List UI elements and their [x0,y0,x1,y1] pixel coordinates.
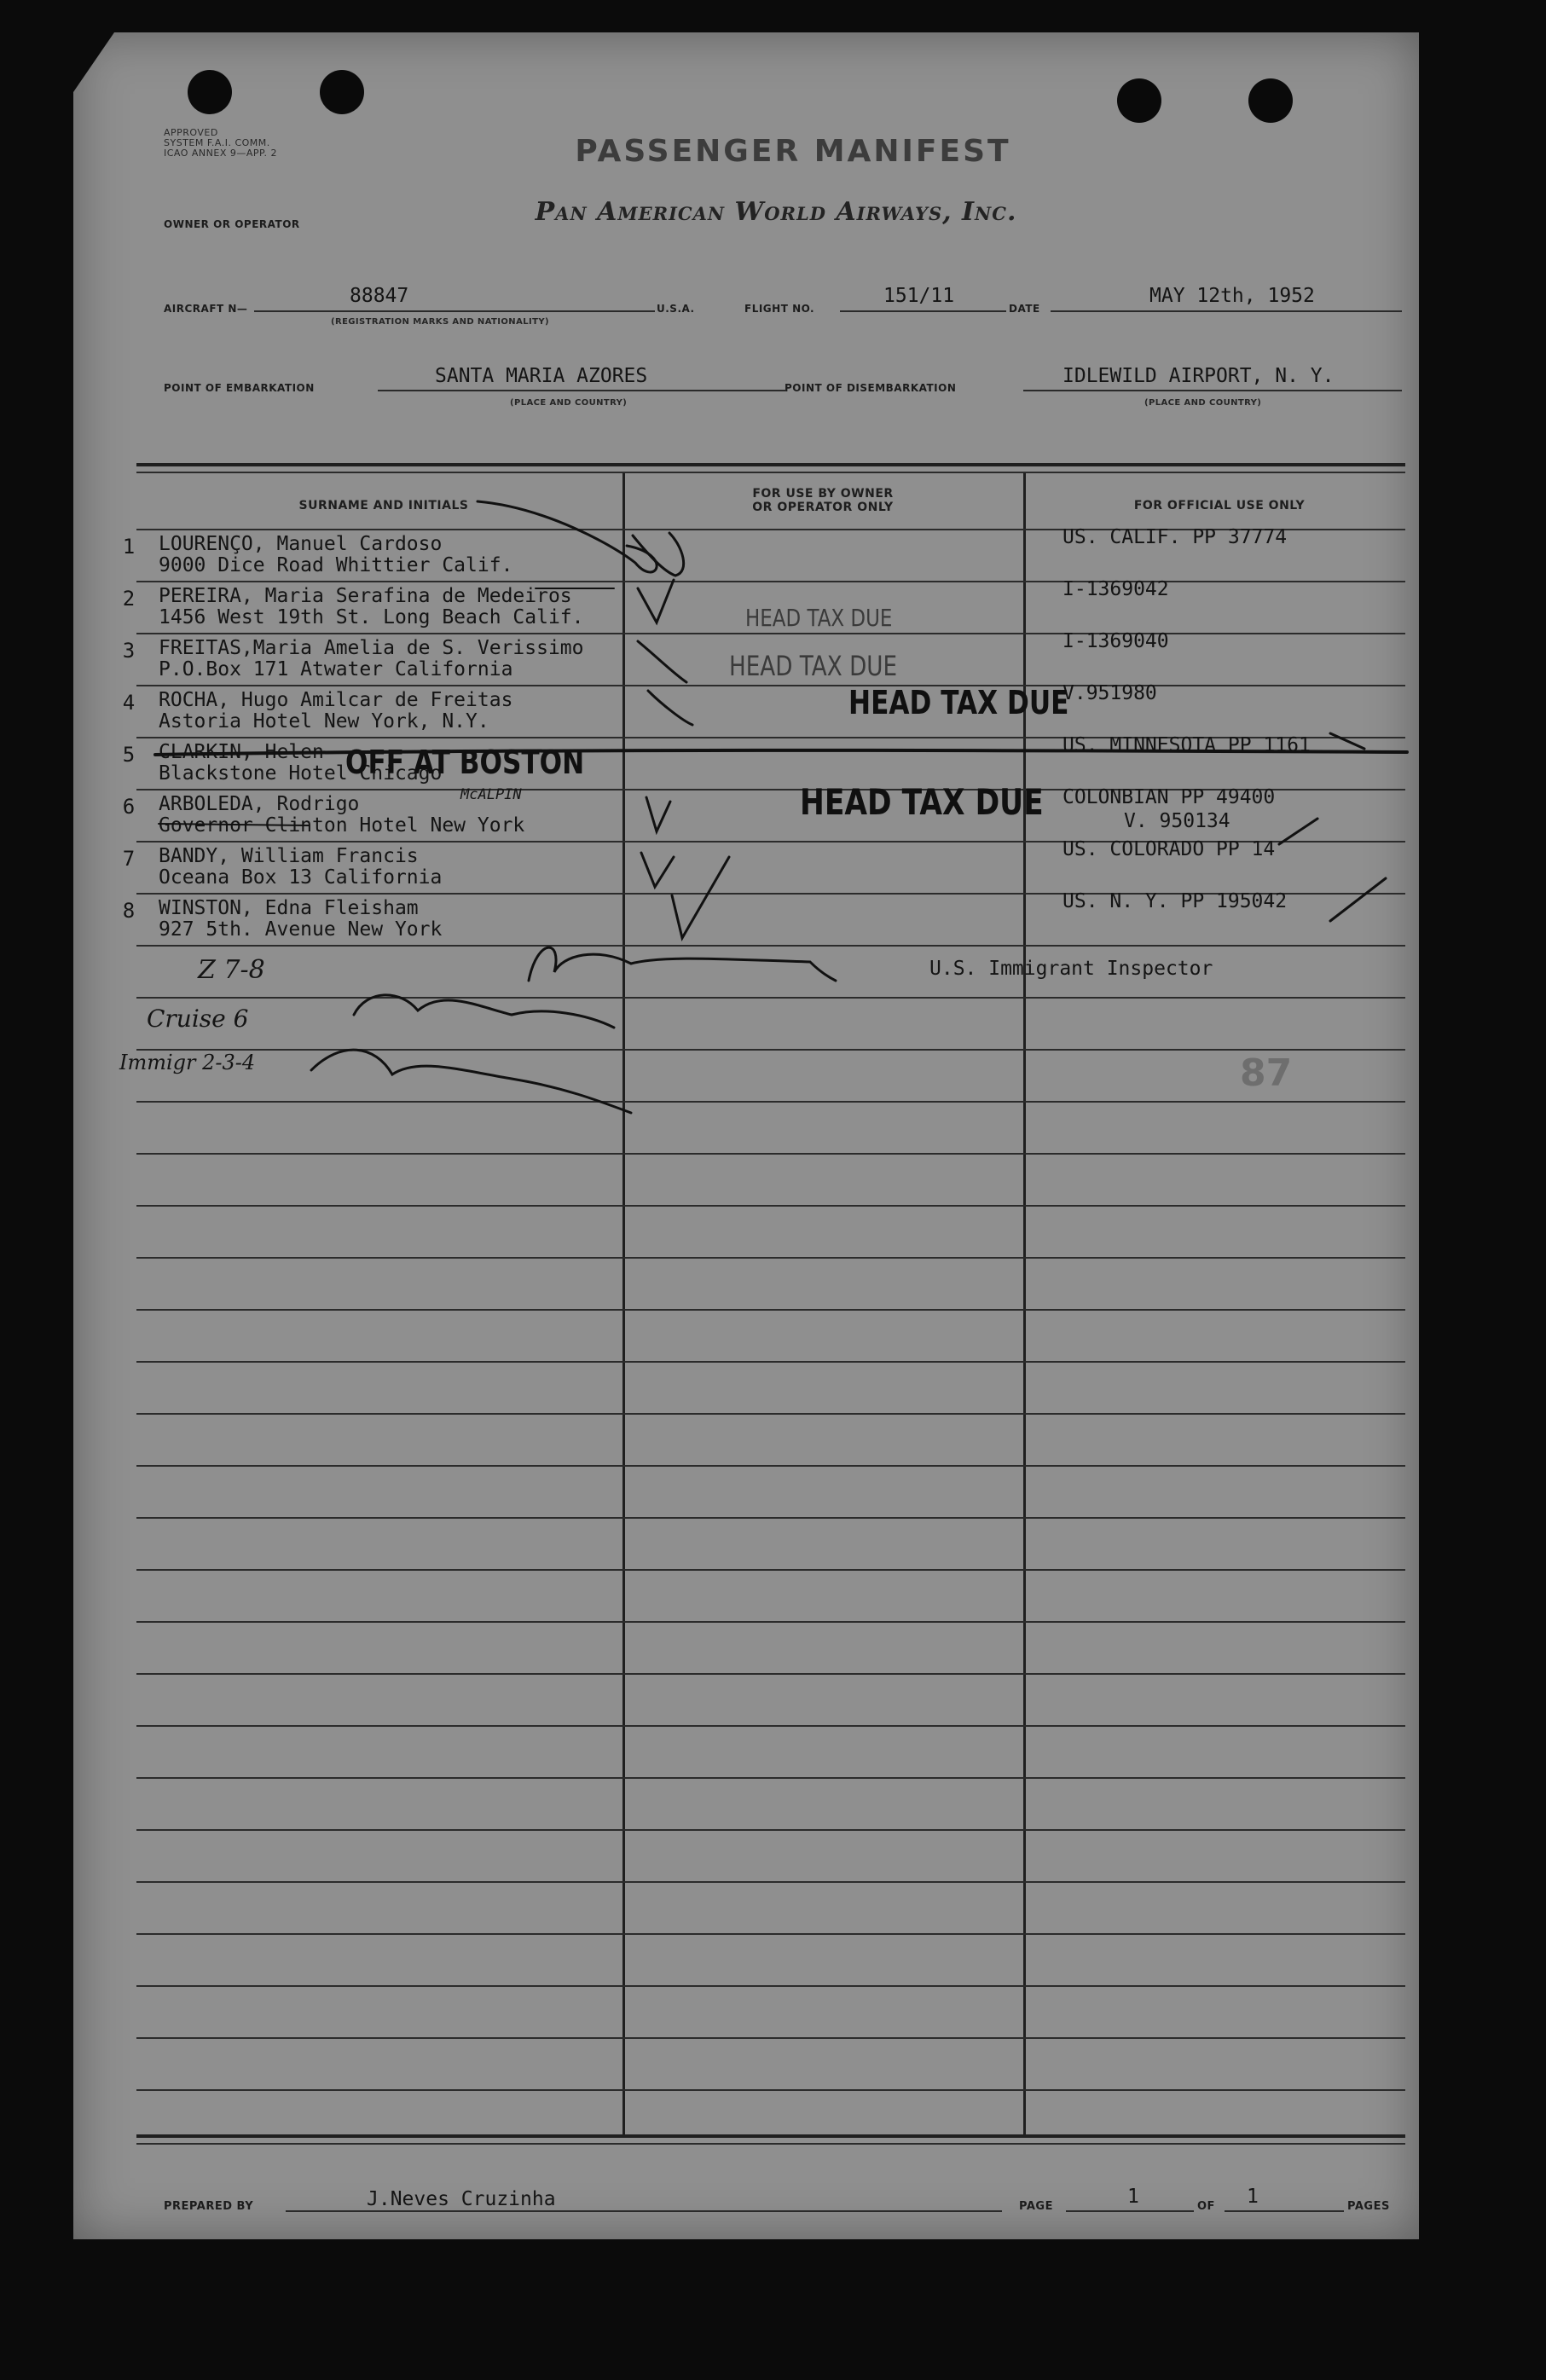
check-mark-8 [672,857,729,938]
row-number: 1 [122,535,136,559]
passenger-name: LOURENÇO, Manuel Cardoso [159,533,443,555]
head-tax-stamp-2: HEAD TAX DUE [729,650,898,682]
passenger-address: 9000 Dice Road Whittier Calif. [159,554,513,576]
page-title: PASSENGER MANIFEST [575,134,1011,169]
pages-value: 1 [1247,2186,1259,2208]
signature-flourish-header [478,501,657,572]
official-entry: US. MINNESOTA PP 1161 [1063,734,1311,756]
disembarkation-label: POINT OF DISEMBARKATION [785,382,957,394]
official-entry: US. N. Y. PP 195042 [1063,890,1288,912]
flight-label: FLIGHT NO. [744,303,815,315]
of-underline [1225,2210,1344,2212]
aircraft-value: 88847 [350,285,409,307]
owner-use-header: FOR USE BY OWNER OR OPERATOR ONLY [752,487,894,514]
passenger-name: BANDY, William Francis [159,845,419,867]
place-note-embark: (PLACE AND COUNTRY) [510,398,628,408]
row-number: 4 [122,691,136,715]
passenger-address: Governor Clinton Hotel New York [159,814,525,837]
official-entry: US. COLORADO PP 14 [1063,838,1276,860]
passenger-address: Oceana Box 13 California [159,866,443,889]
handwritten-tally-1: Z 7-8 [198,955,265,985]
page-label: PAGE [1019,2200,1053,2213]
page-number-stamp: 87 [1240,1051,1293,1095]
date-label: DATE [1009,303,1040,315]
official-entry: I-1369040 [1063,630,1169,652]
strike-row-8-official [1330,878,1386,921]
passenger-address: Blackstone Hotel Chicago [159,762,443,785]
disembarkation-value: IDLEWILD AIRPORT, N. Y. [1063,365,1335,387]
surname-header: SURNAME AND INITIALS [298,499,469,512]
approval-note: APPROVED SYSTEM F.A.I. COMM. ICAO ANNEX 9—APP. 2 [164,127,277,159]
prepared-value: J.Neves Cruzinha [367,2188,556,2210]
head-tax-stamp-3: HEAD TAX DUE [848,684,1069,721]
official-entry: US. CALIF. PP 37774 [1063,526,1288,548]
prepared-label: PREPARED BY [164,2200,254,2213]
row-number: 6 [122,795,136,819]
owner-label: OWNER OR OPERATOR [164,218,300,230]
place-note-disembark: (PLACE AND COUNTRY) [1144,398,1262,408]
inspector-signature-2 [354,995,614,1028]
off-at-boston-stamp: OFF AT BOSTON [345,744,585,781]
inspector-signature-1 [529,947,836,981]
check-mark-4 [648,691,692,725]
embarkation-value: SANTA MARIA AZORES [435,365,648,387]
date-value: MAY 12th, 1952 [1149,285,1315,307]
official-entry: COLONBIAN PP 49400 [1063,786,1276,808]
check-mark-7 [641,853,674,887]
passenger-name: CLARKIN, Helen [159,741,324,763]
passenger-name: PEREIRA, Maria Serafina de Medeiros [159,585,572,607]
embarkation-label: POINT OF EMBARKATION [164,382,315,394]
usa-label: U.S.A. [657,303,695,315]
handwritten-tally-3: Immigr 2-3-4 [119,1051,256,1074]
check-mark-3 [638,641,686,682]
pages-label: PAGES [1347,2200,1390,2213]
official-entry-2: V. 950134 [1124,810,1230,832]
check-mark-6 [646,797,670,831]
registration-note: (REGISTRATION MARKS AND NATIONALITY) [331,317,549,327]
handwritten-tally-2: Cruise 6 [147,1005,249,1033]
row-number: 8 [122,899,136,923]
row-number: 3 [122,639,136,663]
aircraft-label: AIRCRAFT N— [164,303,248,315]
official-entry: I-1369042 [1063,578,1169,600]
row-number: 5 [122,743,136,767]
strike-row-5-official [1330,733,1364,749]
passenger-address: 927 5th. Avenue New York [159,918,443,941]
passenger-name: ROCHA, Hugo Amilcar de Freitas [159,689,513,711]
flight-value: 151/11 [883,285,955,307]
operator-name: Pan American World Airways, Inc. [535,197,1017,227]
passenger-name: FREITAS,Maria Amelia de S. Verissimo [159,637,584,659]
strike-pp14 [1279,819,1317,844]
of-label: OF [1197,2200,1215,2213]
strike-row-5 [155,750,1407,755]
immigrant-inspector-stamp: U.S. Immigrant Inspector [929,958,1213,980]
strike-governor [159,824,309,825]
head-tax-stamp-4: HEAD TAX DUE [800,781,1044,823]
passenger-address: P.O.Box 171 Atwater California [159,658,513,680]
passenger-name: ARBOLEDA, Rodrigo [159,793,360,815]
row-number: 2 [122,587,136,611]
official-use-header: FOR OFFICIAL USE ONLY [1133,499,1306,512]
page-value: 1 [1127,2186,1139,2208]
check-mark-2 [638,580,674,623]
passenger-address: Astoria Hotel New York, N.Y. [159,710,489,733]
row-number: 7 [122,847,136,871]
passenger-name: WINSTON, Edna Fleisham [159,897,419,919]
inspector-signature-3 [311,1050,631,1113]
page-underline [1066,2210,1194,2212]
head-tax-stamp-faint: HEAD TAX DUE [745,604,893,632]
prepared-underline [286,2210,1002,2212]
passenger-address: 1456 West 19th St. Long Beach Calif. [159,606,584,628]
mcalpin-annotation: McALPIN [460,786,522,803]
official-entry: V.951980 [1063,682,1157,704]
